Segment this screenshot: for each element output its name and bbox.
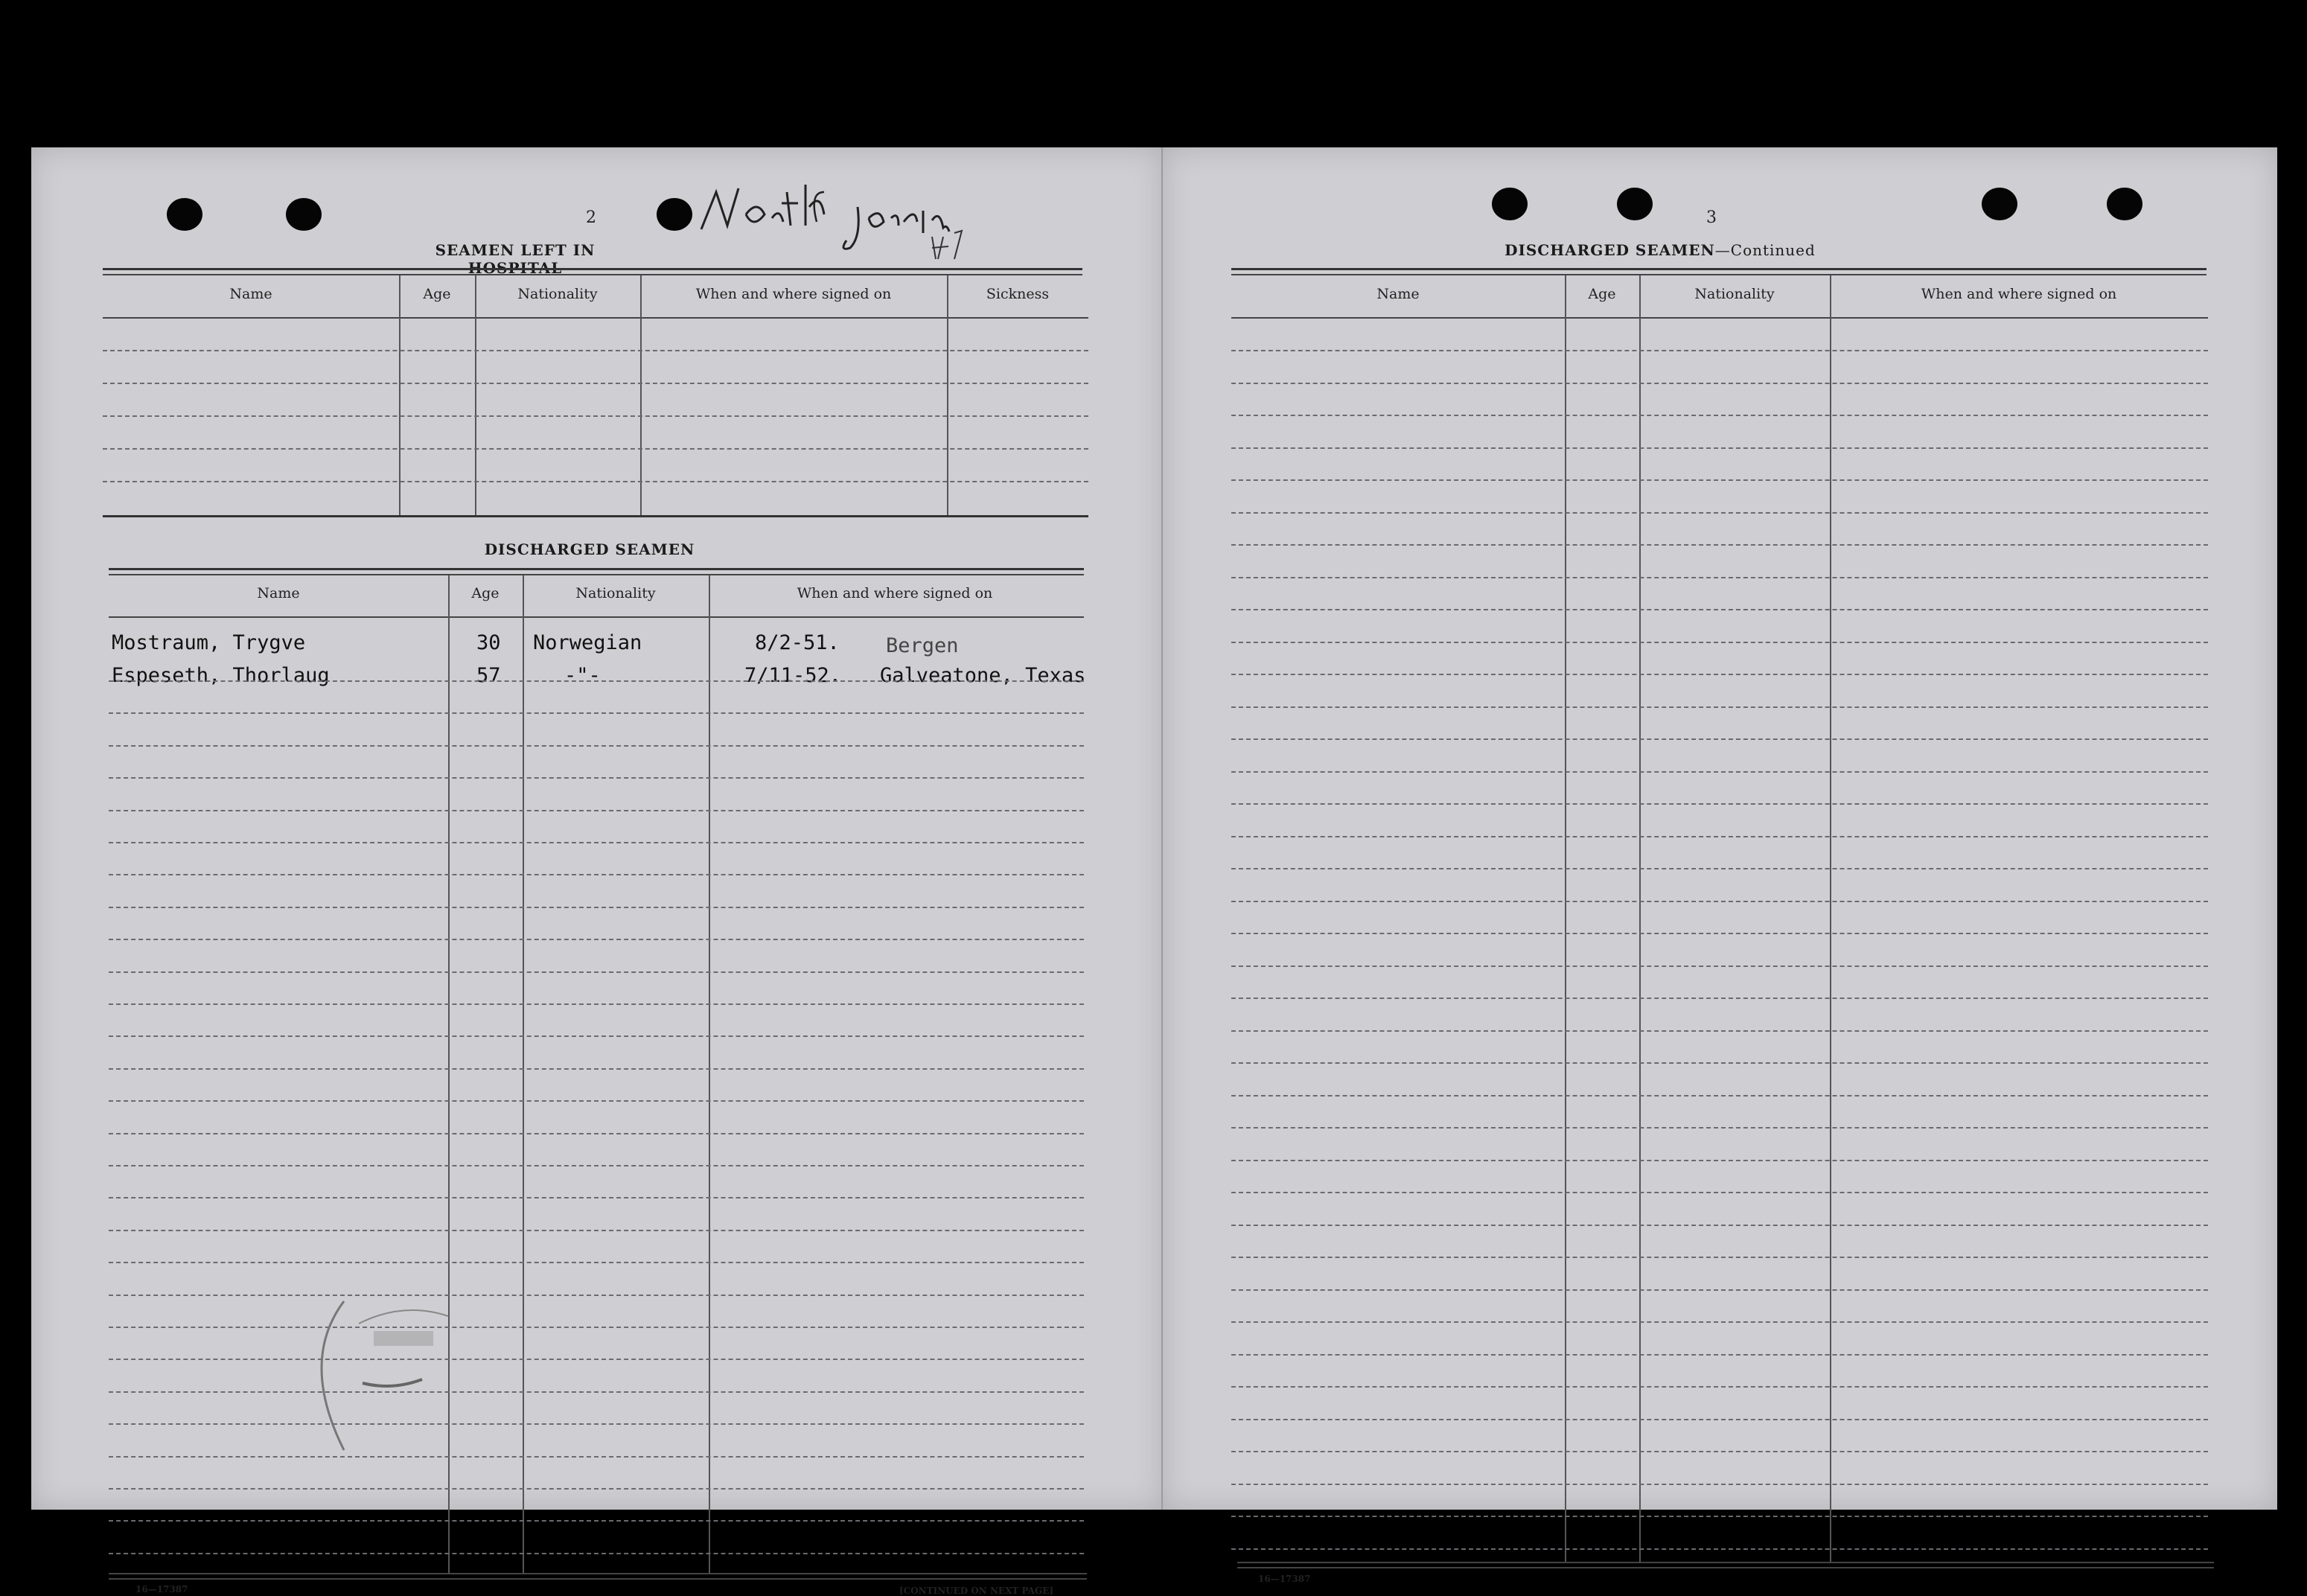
row-line: [109, 1423, 1084, 1425]
row-line: [1231, 933, 2208, 934]
col-header-signed-on: When and where signed on: [695, 286, 892, 302]
divider: [103, 274, 1082, 275]
seaman-age: 30: [476, 631, 501, 654]
row-line: [1231, 1484, 2208, 1485]
column-line: [1830, 275, 1831, 1563]
row-line: [1231, 1192, 2208, 1193]
punch-hole: [2107, 188, 2142, 220]
right-page: [1163, 147, 2277, 1584]
row-line: [1231, 1062, 2208, 1064]
row-line: [1231, 577, 2208, 578]
seaman-nationality: -"-: [564, 664, 601, 687]
punch-hole: [1617, 188, 1653, 220]
row-line: [1231, 771, 2208, 773]
row-line: [109, 842, 1084, 843]
row-line: [1231, 1225, 2208, 1226]
seaman-nationality: Norwegian: [533, 631, 642, 654]
row-line: [1231, 447, 2208, 449]
row-line: [109, 1197, 1084, 1198]
column-line: [399, 275, 401, 515]
row-line: [109, 1391, 1084, 1393]
punch-hole: [286, 198, 322, 231]
col-header-nationality: Nationality: [517, 286, 598, 302]
signed-place: Galveatone, Texas: [880, 664, 1086, 687]
punch-hole: [1982, 188, 2017, 220]
divider: [109, 1578, 1087, 1580]
row-line: [109, 1165, 1084, 1166]
section-title-suffix: —Continued: [1714, 241, 1816, 259]
row-line: [1231, 803, 2208, 805]
punch-hole: [1492, 188, 1528, 220]
col-header-age: Age: [423, 286, 451, 302]
row-line: [109, 777, 1084, 779]
row-line: [109, 1100, 1084, 1102]
signed-date: 7/11-52.: [744, 664, 842, 687]
row-line: [1231, 738, 2208, 740]
row-line: [1231, 642, 2208, 643]
divider: [1231, 317, 2208, 319]
seaman-age: 57: [476, 664, 501, 687]
row-line: [1231, 965, 2208, 967]
row-line: [1231, 998, 2208, 999]
row-line: [109, 907, 1084, 908]
left-page: [31, 147, 1163, 1596]
page-number: 3: [1706, 208, 1717, 227]
signed-place: Bergen: [886, 634, 959, 657]
row-line: [109, 680, 1084, 682]
row-line: [103, 448, 1088, 450]
section-title: [1474, 241, 1846, 259]
row-line: [1231, 674, 2208, 675]
col-header-nationality: Nationality: [1694, 286, 1775, 302]
row-line: [1231, 706, 2208, 708]
row-line: [1231, 350, 2208, 351]
row-line: [109, 1262, 1084, 1263]
divider: [109, 568, 1084, 570]
divider: [109, 616, 1084, 618]
row-line: [109, 939, 1084, 940]
divider: [109, 574, 1084, 575]
col-header-name: Name: [257, 585, 300, 601]
row-line: [109, 810, 1084, 811]
seaman-name: Mostraum, Trygve: [112, 631, 306, 654]
divider: [1237, 1567, 2214, 1568]
section-title-text: DISCHARGED SEAMEN: [1505, 241, 1715, 259]
row-line: [109, 712, 1084, 714]
row-line: [1231, 1030, 2208, 1032]
form-number: 16—17387: [1258, 1574, 1311, 1584]
row-line: [1231, 901, 2208, 902]
form-number: 16—17387: [135, 1584, 188, 1595]
row-line: [1231, 1354, 2208, 1356]
col-header-signed-on: When and where signed on: [1921, 286, 2117, 302]
column-line: [1639, 275, 1641, 1563]
column-line: [640, 275, 642, 515]
continued-note: [CONTINUED ON NEXT PAGE]: [899, 1586, 1054, 1596]
divider: [103, 268, 1082, 270]
rubber-stamp: [292, 1271, 485, 1465]
col-header-nationality: Nationality: [575, 585, 656, 601]
signed-date: 8/2-51.: [755, 631, 840, 654]
row-line: [1231, 1386, 2208, 1388]
row-line: [1231, 1516, 2208, 1517]
row-line: [1231, 1127, 2208, 1129]
row-line: [1231, 1548, 2208, 1550]
row-line: [109, 1553, 1084, 1554]
hospital-section-title: SEAMEN LEFT IN HOSPITAL: [435, 241, 596, 277]
row-line: [109, 1035, 1084, 1037]
column-line: [1565, 275, 1566, 1563]
handwritten-annotation: [686, 162, 969, 266]
row-line: [109, 1456, 1084, 1458]
col-header-age: Age: [1588, 286, 1616, 302]
col-header-signed-on: When and where signed on: [797, 585, 993, 601]
row-line: [1231, 479, 2208, 481]
row-line: [1231, 383, 2208, 384]
row-line: [1231, 512, 2208, 514]
row-line: [1231, 1160, 2208, 1161]
row-line: [103, 481, 1088, 482]
row-line: [1231, 1257, 2208, 1258]
row-line: [1231, 1419, 2208, 1420]
divider: [103, 515, 1088, 517]
row-line: [109, 874, 1084, 875]
row-line: [109, 971, 1084, 973]
row-line: [109, 1488, 1084, 1490]
col-header-age: Age: [471, 585, 500, 601]
page-number: 2: [586, 208, 596, 227]
row-line: [1231, 544, 2208, 546]
column-line: [475, 275, 476, 515]
divider: [1231, 268, 2207, 270]
col-header-name: Name: [229, 286, 272, 302]
row-line: [1231, 1321, 2208, 1323]
punch-hole: [167, 198, 202, 231]
row-line: [1231, 868, 2208, 869]
row-line: [103, 415, 1088, 417]
row-line: [1231, 1095, 2208, 1097]
row-line: [1231, 1289, 2208, 1291]
column-line: [947, 275, 948, 515]
row-line: [109, 1068, 1084, 1070]
divider: [103, 317, 1088, 319]
discharged-section-title: DISCHARGED SEAMEN: [484, 540, 695, 558]
divider: [109, 1573, 1087, 1574]
col-header-name: Name: [1376, 286, 1420, 302]
row-line: [1231, 609, 2208, 610]
row-line: [103, 350, 1088, 351]
col-header-sickness: Sickness: [986, 286, 1050, 302]
divider: [1231, 274, 2207, 275]
row-line: [1231, 1451, 2208, 1452]
row-line: [1231, 415, 2208, 416]
row-line: [109, 1003, 1084, 1005]
row-line: [109, 1520, 1084, 1522]
row-line: [109, 1133, 1084, 1134]
divider: [1237, 1562, 2214, 1563]
seaman-name: Espeseth, Thorlaug: [112, 664, 330, 687]
row-line: [109, 1359, 1084, 1360]
row-line: [103, 383, 1088, 384]
row-line: [109, 1295, 1084, 1296]
row-line: [1231, 836, 2208, 837]
row-line: [109, 1230, 1084, 1231]
row-line: [109, 1327, 1084, 1328]
row-line: [109, 745, 1084, 747]
